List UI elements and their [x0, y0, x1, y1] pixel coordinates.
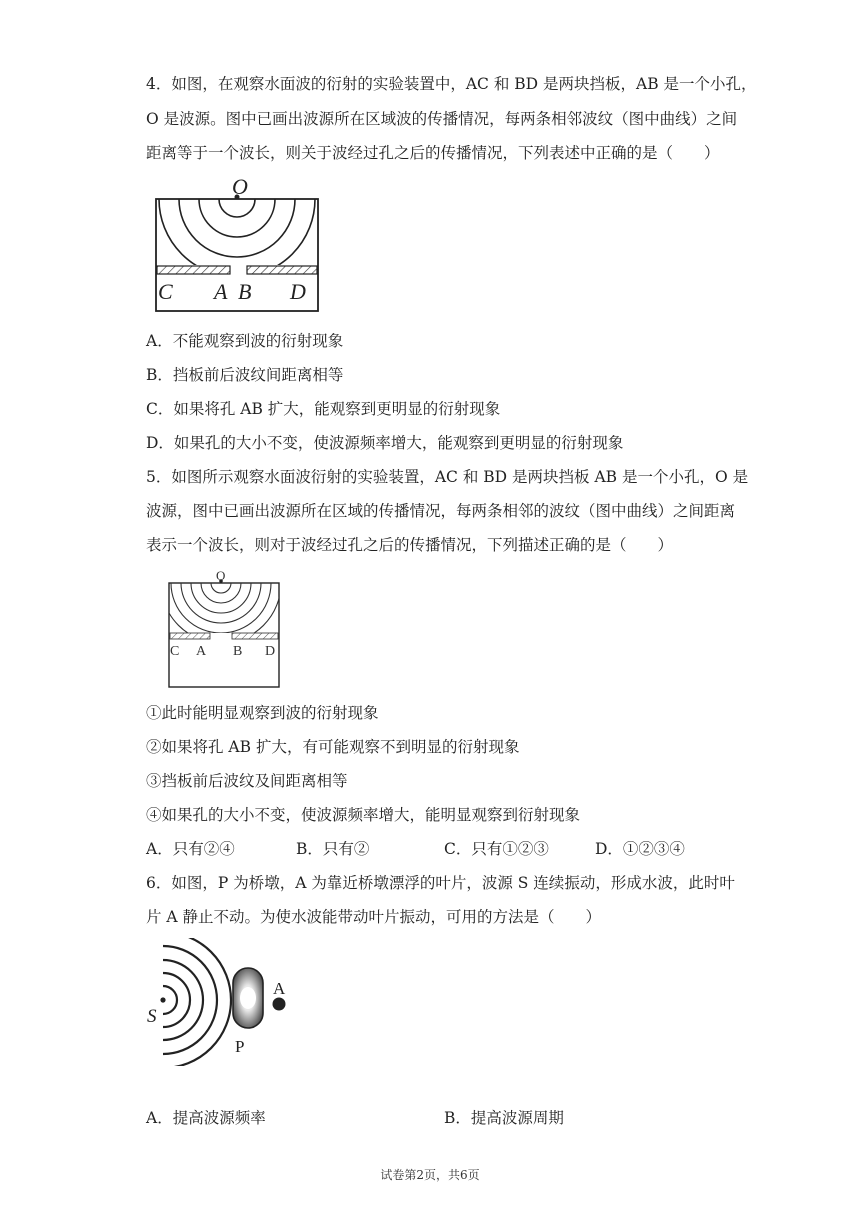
page-footer: 试卷第2页，共6页	[380, 1168, 480, 1182]
q4-barrier-bd	[247, 266, 317, 274]
q4-stem-line-2: O 是波源。图中已画出波源所在区域波的传播情况，每两条相邻波纹（图中曲线）之间	[146, 110, 738, 128]
q5-barrier-bd	[232, 633, 278, 639]
q5-label-a: A	[196, 644, 207, 659]
q5-barrier-ac	[170, 633, 210, 639]
q5-label-b: B	[233, 644, 243, 659]
q6-stem-line-2: 片 A 静止不动。为使水波能带动叶片振动，可用的方法是（ ）	[146, 908, 602, 926]
q5-statement-2: ②如果将孔 AB 扩大，有可能观察不到明显的衍射现象	[146, 738, 520, 756]
q5-option-b: B．只有②	[296, 840, 370, 858]
q5-label-d: D	[265, 644, 276, 659]
q5-label-o: O	[216, 568, 226, 583]
q4-stem-line-3: 距离等于一个波长，则关于波经过孔之后的传播情况，下列表述中正确的是（ ）	[146, 144, 720, 162]
q5-label-c: C	[170, 644, 180, 659]
q6-leaf-a	[273, 998, 286, 1011]
q6-stem-line-1: 6．如图，P 为桥墩，A 为靠近桥墩漂浮的叶片，波源 S 连续振动，形成水波，此时叶	[146, 874, 735, 892]
q6-option-b: B．提高波源周期	[444, 1109, 564, 1127]
q4-label-d: D	[290, 279, 306, 304]
q6-option-a: A．提高波源频率	[146, 1109, 266, 1127]
q4-option-d: D．如果孔的大小不变，使波源频率增大，能观察到更明显的衍射现象	[146, 434, 624, 452]
q6-wave-source-dot	[160, 997, 165, 1002]
q4-option-a: A．不能观察到波的衍射现象	[146, 332, 344, 350]
q5-statement-4: ④如果孔的大小不变，使波源频率增大，能明显观察到衍射现象	[146, 806, 581, 824]
q5-stem-line-3: 表示一个波长，则对于波经过孔之后的传播情况，下列描述正确的是（ ）	[146, 536, 674, 554]
q4-diffraction-figure	[150, 172, 322, 312]
q6-bridge-pier-figure	[140, 938, 300, 1066]
q5-stem-line-2: 波源，图中已画出波源所在区域的传播情况，每两条相邻的波纹（图中曲线）之间距离	[146, 502, 736, 520]
q5-diffraction-figure	[166, 566, 282, 690]
q4-barrier-ac	[157, 266, 230, 274]
q6-label-p: P	[235, 1037, 245, 1056]
q4-option-b: B．挡板前后波纹间距离相等	[146, 366, 344, 384]
q5-stem-line-1: 5．如图所示观察水面波衍射的实验装置，AC 和 BD 是两块挡板 AB 是一个小孔，O 是	[146, 468, 749, 486]
q6-wave-fronts	[163, 938, 231, 1066]
q4-stem-line-1: 4．如图，在观察水面波的衍射的实验装置中，AC 和 BD 是两块挡板，AB 是一个小孔，	[146, 75, 757, 93]
q5-statement-1: ①此时能明显观察到波的衍射现象	[146, 704, 379, 722]
q5-option-d: D．①②③④	[595, 840, 685, 858]
q6-label-s: S	[147, 1006, 157, 1027]
q4-label-a: A	[214, 279, 228, 304]
q4-label-o: O	[232, 174, 248, 199]
q5-option-c: C．只有①②③	[444, 840, 549, 858]
q4-option-c: C．如果将孔 AB 扩大，能观察到更明显的衍射现象	[146, 400, 501, 418]
q4-label-c: C	[158, 279, 173, 304]
q6-label-a: A	[273, 979, 286, 998]
q5-option-a: A．只有②④	[146, 840, 235, 858]
q4-label-b: B	[238, 279, 252, 304]
q5-statement-3: ③挡板前后波纹及间距离相等	[146, 772, 348, 790]
